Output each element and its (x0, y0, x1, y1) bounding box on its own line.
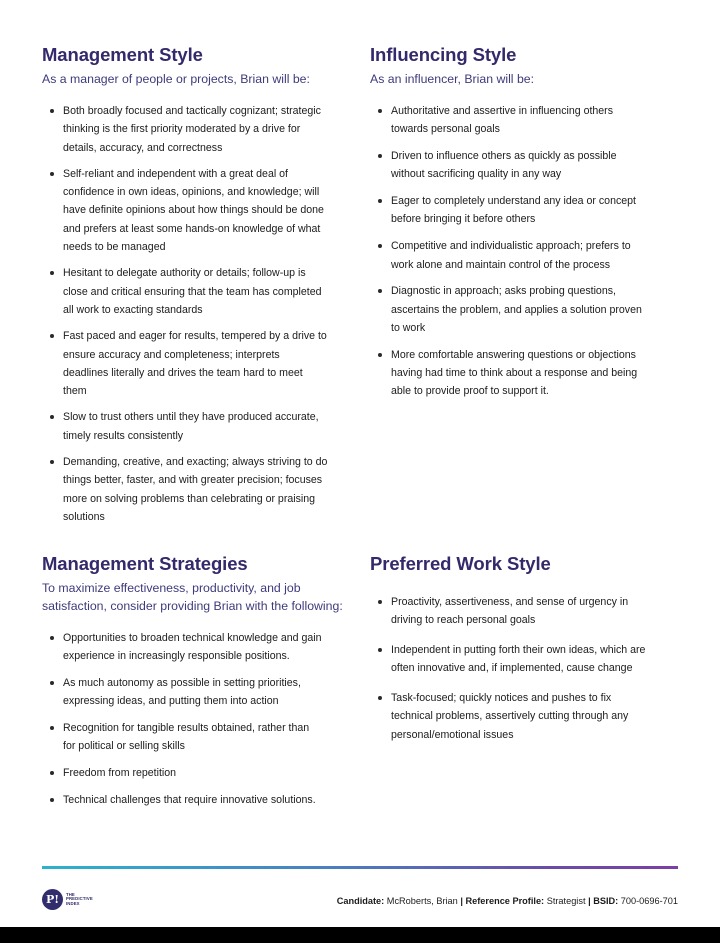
bullet-line: Driven to influence others as quickly as possible (391, 150, 617, 163)
bullet-item (370, 689, 680, 744)
bullet-item (370, 346, 680, 401)
bullet-line: Task-focused; quickly notices and pushes to fix (391, 692, 612, 705)
separator: | (588, 896, 591, 906)
bullet-item (42, 408, 362, 445)
bullet-item (370, 641, 680, 678)
bullet-line: driving to reach personal goals (391, 614, 536, 627)
bullet-line: able to provide proof to support it. (391, 385, 549, 398)
reference-profile-label: Reference Profile: (465, 896, 545, 906)
bullet-item (42, 674, 362, 711)
logo-word: PREDICTIVE (66, 896, 93, 902)
bullet-line: Authoritative and assertive in influencing others (391, 105, 614, 117)
bullet-line: solutions (63, 510, 105, 523)
reference-profile-value: Strategist (546, 896, 586, 906)
bullet-item (42, 102, 362, 157)
candidate-name: McRoberts, Brian (386, 896, 458, 906)
separator: | (460, 896, 463, 906)
bullet-line: having had time to think about a response and being (391, 367, 638, 380)
bullet-line: close and critical ensuring that the team has completed (63, 285, 322, 298)
bullet-line: Slow to trust others until they have produced accurate, (63, 411, 319, 424)
candidate-label: Candidate: (336, 896, 385, 906)
bullet-line: have definite opinions about how things should be done (63, 204, 324, 217)
bullet-item (370, 192, 680, 229)
bullet-line: needs to be managed (63, 241, 166, 254)
bullet-line: Fast paced and eager for results, tempered by a drive to (63, 330, 327, 343)
bullet-line: ensure accuracy and completeness; interprets (63, 348, 280, 361)
bullet-item (42, 165, 362, 256)
bullet-line: Recognition for tangible results obtained, rather than (63, 722, 310, 735)
predictive-index-logo (42, 889, 93, 910)
bullet-line: for political or selling skills (63, 740, 185, 753)
bullet-line: and prefers at least some hands-on knowledge of what (63, 222, 321, 235)
bullet-line: Proactivity, assertiveness, and sense of urgency in (391, 596, 629, 608)
bullet-line: timely results consistently (63, 429, 184, 442)
management-strategies-intro-line: To maximize effectiveness, productivity, and job (42, 581, 301, 595)
bullet-item (42, 327, 362, 400)
influencing-style-list (370, 102, 680, 401)
management-strategies-heading: Management Strategies (42, 553, 248, 574)
bullet-line: confidence in own ideas, opinions, and knowledge; will (63, 186, 320, 199)
bullet-item (42, 791, 362, 809)
bullet-line: thinking is the first priority moderated by a drive for (63, 123, 301, 136)
influencing-style-intro: As an influencer, Brian will be: (370, 72, 535, 86)
bullet-item (42, 264, 362, 319)
bullet-line: Technical challenges that require innovative solutions. (63, 794, 316, 807)
bsid-value: 700-0696-701 (620, 896, 678, 906)
bullet-line: Opportunities to broaden technical knowledge and gain (63, 632, 322, 644)
management-style-section (42, 44, 362, 526)
bullet-line: details, accuracy, and correctness (63, 141, 223, 154)
bullet-line: all work to exacting standards (63, 303, 203, 316)
bullet-item (42, 629, 362, 666)
influencing-style-section (370, 44, 680, 401)
bullet-line: towards personal goals (391, 123, 500, 136)
bullet-item (370, 237, 680, 274)
candidate-info (337, 896, 678, 906)
bullet-line: often innovative and, if implemented, cause change (391, 662, 633, 675)
bullet-line: Self-reliant and independent with a great deal of (63, 167, 288, 180)
bullet-item (370, 102, 680, 139)
management-style-list (42, 102, 362, 526)
bullet-item (42, 453, 362, 526)
logo-word: THE (66, 892, 75, 898)
bullet-line: Hesitant to delegate authority or details; follow-up is (63, 267, 306, 280)
logo-word: INDEX (66, 900, 80, 906)
bullet-line: expressing ideas, and putting them into action (63, 695, 279, 708)
bullet-line: without sacrificing quality in any way (391, 168, 562, 181)
bullet-item (370, 593, 680, 630)
bullet-item (370, 282, 680, 337)
management-strategies-list (42, 629, 362, 809)
management-style-heading: Management Style (42, 44, 203, 65)
pi-logo-icon: P! (42, 889, 63, 910)
bullet-item (370, 147, 680, 184)
bullet-line: Demanding, creative, and exacting; always striving to do (63, 456, 328, 469)
bullet-line: personal/emotional issues (391, 728, 514, 741)
bullet-line: them (63, 385, 87, 398)
management-strategies-section (42, 553, 362, 809)
management-strategies-intro-line: satisfaction, consider providing Brian with the following: (42, 599, 343, 613)
logo-wordmark (66, 893, 93, 906)
bullet-line: deadlines literally and drives the team hard to meet (63, 366, 303, 379)
bullet-item (42, 719, 362, 756)
bullet-line: ascertains the problem, and applies a solution proven (391, 303, 642, 316)
bullet-line: to work (391, 321, 426, 334)
bullet-line: More comfortable answering questions or objections (391, 348, 636, 361)
management-strategies-intro (42, 579, 362, 615)
bullet-line: technical problems, assertively cutting through any (391, 710, 629, 723)
influencing-style-heading: Influencing Style (370, 44, 517, 65)
management-style-intro: As a manager of people or projects, Brian will be: (42, 72, 310, 86)
preferred-work-style-heading: Preferred Work Style (370, 553, 551, 574)
bullet-line: work alone and maintain control of the process (391, 258, 611, 271)
bullet-line: before bringing it before others (391, 213, 536, 226)
bullet-line: Both broadly focused and tactically cognizant; strategic (63, 105, 321, 117)
preferred-work-style-section (370, 553, 680, 744)
footer-gradient-divider (42, 866, 678, 869)
bullet-line: more on solving problems than celebrating or praising (63, 492, 316, 505)
bullet-line: experience in increasingly responsible positions. (63, 650, 290, 663)
bullet-item (42, 764, 362, 782)
bullet-line: Eager to completely understand any idea or concept (391, 195, 636, 208)
bullet-line: Freedom from repetition (63, 767, 177, 780)
preferred-work-style-list (370, 593, 680, 744)
bullet-line: Competitive and individualistic approach; prefers to (391, 240, 631, 253)
bullet-line: Independent in putting forth their own ideas, which are (391, 644, 646, 657)
bsid-label: BSID: (593, 896, 619, 906)
bullet-line: Diagnostic in approach; asks probing questions, (391, 285, 616, 298)
bullet-line: things better, faster, and with greater precision; focuses (63, 474, 323, 487)
bullet-line: As much autonomy as possible in setting priorities, (63, 677, 301, 690)
